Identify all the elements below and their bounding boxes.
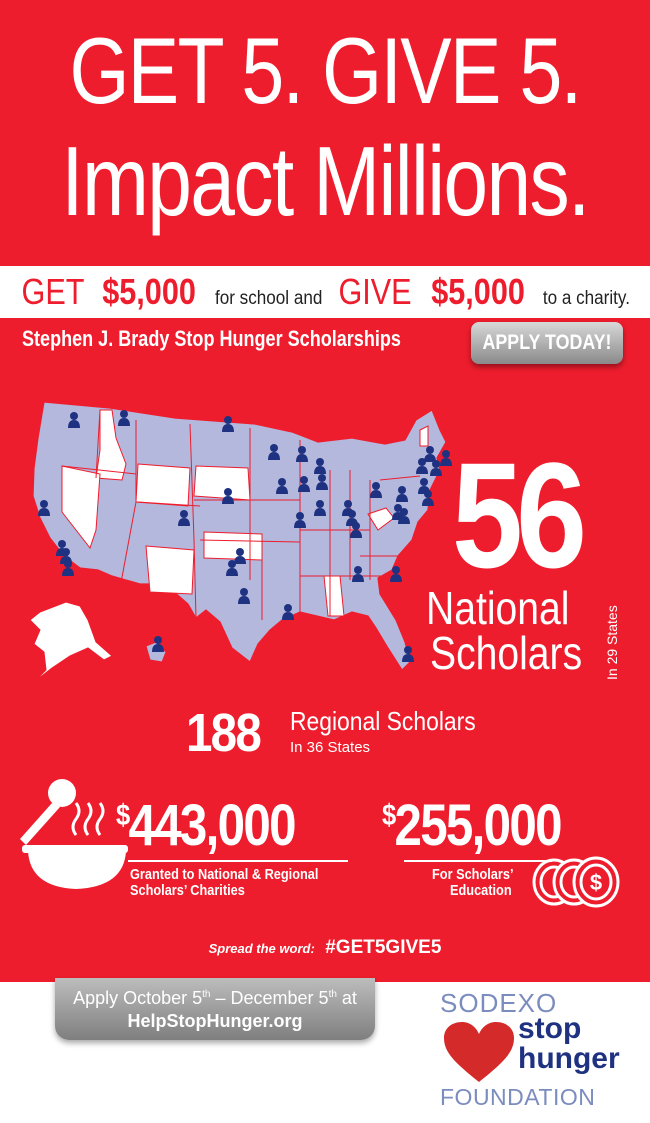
apply-dates-line — [55, 988, 375, 1009]
apply-start-text: Apply October 5 — [73, 988, 203, 1008]
charities-currency: $ — [116, 799, 129, 832]
state-south-dakota — [194, 466, 250, 500]
charities-caption1: Granted to National & Regional — [130, 866, 319, 883]
state-wyoming — [136, 464, 190, 506]
headline-line2: Impact Millions. — [61, 126, 589, 236]
scholars-label: Scholars — [430, 627, 583, 679]
for-school-text: for school and — [214, 288, 323, 309]
logo-foundation-text: FOUNDATION — [440, 1084, 596, 1110]
hashtag[interactable]: #GET5GIVE5 — [325, 937, 442, 958]
education-caption2: Education — [450, 882, 512, 899]
get-word: GET — [21, 271, 85, 312]
state-alabama — [324, 576, 344, 616]
svg-text:$: $ — [589, 870, 603, 895]
state-vermont — [420, 426, 428, 446]
apply-end-text: – December 5 — [210, 988, 329, 1008]
apply-end-sup: th — [328, 989, 337, 1000]
state-kansas — [204, 532, 262, 560]
regional-label: Regional Scholars — [290, 706, 476, 736]
national-label: National — [426, 582, 570, 634]
coin-stack-icon — [528, 852, 624, 912]
national-count: 56 — [452, 431, 581, 599]
apply-url-link[interactable]: HelpStopHunger.org — [127, 1011, 303, 1031]
charity-text: to a charity. — [542, 288, 630, 309]
headline-line1: GET 5. GIVE 5. — [69, 18, 581, 123]
regional-states: In 36 States — [290, 739, 371, 756]
heart-icon — [444, 1022, 514, 1084]
charities-amount-value: 443,000 — [128, 793, 295, 858]
us-map — [0, 380, 460, 700]
logo-hunger-text: hunger — [518, 1042, 620, 1075]
education-caption1: For Scholars’ — [432, 866, 514, 883]
logo-stop-text: stop — [518, 1012, 582, 1045]
education-currency: $ — [382, 799, 395, 832]
state-new-mexico — [146, 546, 194, 594]
program-name: Stephen J. Brady Stop Hunger Scholarships — [22, 326, 401, 351]
map-outline — [30, 402, 446, 682]
alaska-shape — [30, 602, 112, 682]
get-amount: $5,000 — [102, 271, 196, 312]
give-amount: $5,000 — [431, 271, 525, 312]
education-amount — [382, 793, 561, 858]
logo-sodexo-text: SODEXO — [440, 988, 558, 1018]
apply-dates-box — [55, 978, 375, 1040]
spread-prefix: Spread the word: — [208, 941, 315, 956]
apply-suffix: at — [336, 988, 357, 1008]
apply-today-label: APPLY TODAY! — [482, 331, 612, 354]
apply-start-sup: th — [202, 989, 211, 1000]
regional-count: 188 — [186, 703, 261, 763]
sodexo-stop-hunger-logo — [440, 988, 630, 1118]
offer-band — [0, 266, 650, 318]
give-word: GIVE — [338, 271, 413, 312]
person-pin-icon — [440, 450, 452, 466]
national-states: In 29 States — [604, 605, 620, 680]
charities-amount — [116, 793, 295, 858]
charities-caption2: Scholars’ Charities — [130, 882, 245, 899]
education-amount-value: 255,000 — [394, 793, 561, 858]
apply-today-button[interactable] — [471, 322, 623, 364]
charities-rule — [128, 860, 348, 862]
spread-the-word — [0, 937, 650, 959]
soup-bowl-icon — [8, 775, 128, 895]
